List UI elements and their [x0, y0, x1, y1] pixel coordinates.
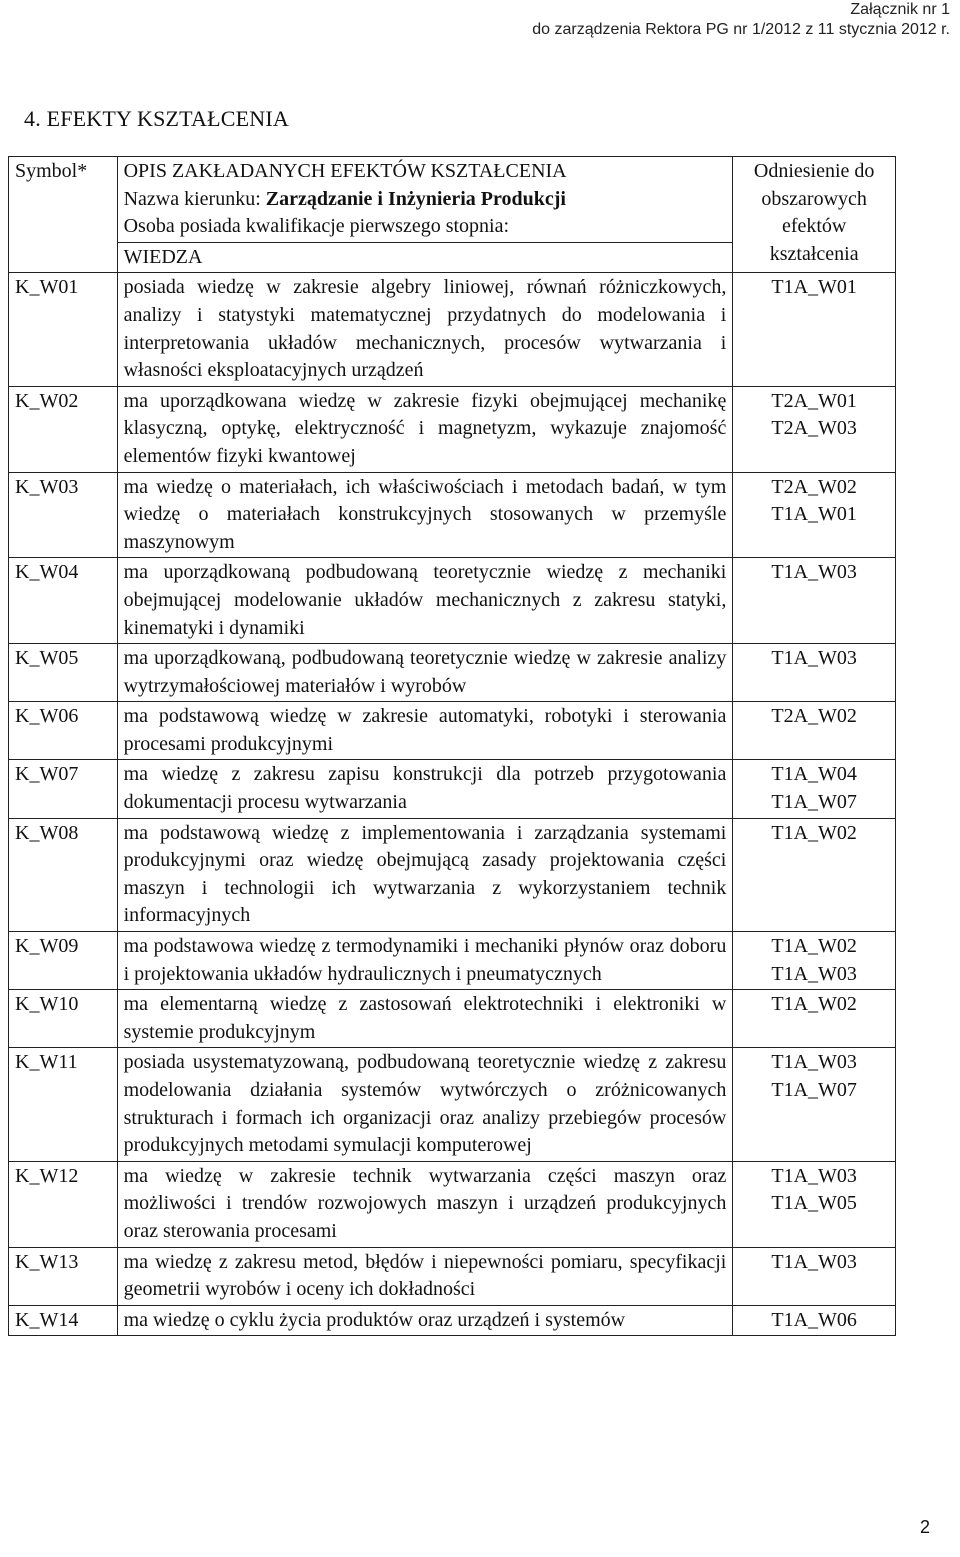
outcome-symbol: K_W03: [9, 472, 118, 558]
reference-code: T1A_W03: [771, 1164, 857, 1187]
outcome-symbol: K_W13: [9, 1247, 118, 1305]
symbol-column-header: Symbol*: [9, 157, 118, 273]
section-title: 4. EFEKTY KSZTAŁCENIA: [24, 106, 289, 131]
page-number: 2: [919, 1517, 930, 1537]
table-row: [9, 1247, 896, 1305]
outcome-description: ma wiedzę z zakresu metod, błędów i niepewności pomiaru, specyfikacji geometrii wyrobów i oceny ich dokładności: [117, 1247, 733, 1305]
reference-code: T1A_W06: [771, 1308, 857, 1331]
field-prefix: Nazwa kierunku:: [123, 187, 266, 210]
outcome-symbol: K_W02: [9, 386, 118, 472]
outcome-reference: [733, 644, 896, 702]
reference-code: T1A_W02: [771, 935, 857, 958]
table-row: [9, 1161, 896, 1247]
qualification-level: Osoba posiada kwalifikacje pierwszego stopnia:: [123, 215, 510, 238]
outcome-reference: [733, 1305, 896, 1336]
outcome-reference: [733, 1048, 896, 1161]
learning-outcomes-table: [8, 156, 896, 1336]
outcomes-rows: [9, 273, 896, 1336]
outcome-symbol: K_W10: [9, 990, 118, 1048]
reference-code: T1A_W03: [771, 561, 857, 584]
table-row: [9, 1305, 896, 1336]
outcome-reference: [733, 818, 896, 931]
outcome-symbol: K_W01: [9, 273, 118, 386]
outcome-description: posiada wiedzę w zakresie algebry liniowej, równań różniczkowych, analizy i statystyki matematycznej przydatnych do modelowania i interpretowania układów mechanicznych, procesów wytwarzania i własności eksploatacyjnych urządzeń: [117, 273, 733, 386]
table-row: [9, 644, 896, 702]
reference-code: T1A_W01: [771, 503, 857, 526]
outcome-reference: [733, 386, 896, 472]
outcome-description: ma wiedzę z zakresu zapisu konstrukcji dla potrzeb przygotowania dokumentacji procesu wytwarzania: [117, 760, 733, 818]
outcome-description: ma podstawowa wiedzę z termodynamiki i mechaniki płynów oraz doboru i projektowania układów hydraulicznych i pneumatycznych: [117, 932, 733, 990]
attachment-label: Załącznik nr 1: [850, 1, 950, 18]
table-row: [9, 1048, 896, 1161]
table-header-row: [9, 157, 896, 243]
outcome-symbol: K_W12: [9, 1161, 118, 1247]
reference-code: T2A_W02: [771, 475, 857, 498]
reference-code: T2A_W02: [771, 705, 857, 728]
outcome-reference: [733, 273, 896, 386]
outcome-symbol: K_W05: [9, 644, 118, 702]
outcome-symbol: K_W14: [9, 1305, 118, 1336]
outcome-reference: [733, 702, 896, 760]
reference-code: T1A_W03: [771, 1051, 857, 1074]
table-row: [9, 273, 896, 386]
outcome-description: ma wiedzę w zakresie technik wytwarzania części maszyn oraz możliwości i trendów rozwojowych maszyn i urządzeń produkcyjnych oraz sterowania procesami: [117, 1161, 733, 1247]
reference-code: T1A_W03: [771, 1250, 857, 1273]
reference-code: T1A_W07: [771, 791, 857, 814]
reference-code: T1A_W01: [771, 276, 857, 299]
outcome-description: ma uporządkowana wiedzę w zakresie fizyki obejmującej mechanikę klasyczną, optykę, elektryczność i magnetyzm, wykazuje znajomość elementów fizyki kwantowej: [117, 386, 733, 472]
table-row: [9, 760, 896, 818]
outcome-description: ma podstawową wiedzę z implementowania i zarządzania systemami produkcyjnymi oraz wiedzę obejmującą zasady projektowania części maszyn i technologii ich wytwarzania z wykorzystaniem technik informacyjnych: [117, 818, 733, 931]
field-of-study: [124, 186, 727, 214]
reference-code: T1A_W04: [771, 763, 857, 786]
outcome-symbol: K_W11: [9, 1048, 118, 1161]
reference-code: T1A_W03: [771, 962, 857, 985]
outcome-reference: [733, 1247, 896, 1305]
outcome-reference: [733, 558, 896, 644]
table-row: [9, 818, 896, 931]
reference-code: T2A_W03: [771, 417, 857, 440]
outcome-symbol: K_W09: [9, 932, 118, 990]
table-row: [9, 990, 896, 1048]
category-label: WIEDZA: [117, 242, 733, 273]
reference-code: T1A_W05: [771, 1192, 857, 1215]
outcome-description: ma wiedzę o materiałach, ich właściwościach i metodach badań, w tym wiedzę o materiałach konstrukcyjnych stosowanych w przemyśle maszynowym: [117, 472, 733, 558]
outcome-description: posiada usystematyzowaną, podbudowaną teoretycznie wiedzę z zakresu modelowania działania systemów wytwórczych o zróżnicowanych strukturach i formach ich organizacji oraz analizy przebiegów procesów produkcyjnych metodami symulacji komputerowej: [117, 1048, 733, 1161]
outcome-description: ma elementarną wiedzę z zastosowań elektrotechniki i elektroniki w systemie produkcyjnym: [117, 990, 733, 1048]
outcome-reference: [733, 1161, 896, 1247]
outcome-reference: [733, 760, 896, 818]
table-row: [9, 472, 896, 558]
table-row: [9, 386, 896, 472]
outcome-reference: [733, 990, 896, 1048]
reference-code: T1A_W02: [771, 993, 857, 1016]
reference-header-text: Odniesienie do obszarowych efektów kształcenia: [753, 160, 875, 265]
document-header-note: [532, 0, 950, 40]
reference-code: T2A_W01: [771, 389, 857, 412]
table-row: [9, 558, 896, 644]
outcome-symbol: K_W06: [9, 702, 118, 760]
outcome-description: ma podstawową wiedzę w zakresie automatyki, robotyki i sterowania procesami produkcyjnymi: [117, 702, 733, 760]
table-row: [9, 702, 896, 760]
outcome-description: ma wiedzę o cyklu życia produktów oraz urządzeń i systemów: [117, 1305, 733, 1336]
reference-code: T1A_W03: [771, 647, 857, 670]
outcome-description: ma uporządkowaną podbudowaną teoretycznie wiedzę z mechaniki obejmującej modelowanie układów mechanicznych z zakresu statyki, kinematyki i dynamiki: [117, 558, 733, 644]
description-column-header: [117, 157, 733, 243]
header-title: OPIS ZAKŁADANYCH EFEKTÓW KSZTAŁCENIA: [123, 160, 567, 182]
regulation-reference: do zarządzenia Rektora PG nr 1/2012 z 11 stycznia 2012 r.: [532, 21, 950, 38]
reference-column-header: [733, 157, 896, 273]
outcome-reference: [733, 472, 896, 558]
reference-code: T1A_W02: [771, 821, 857, 844]
outcome-symbol: K_W08: [9, 818, 118, 931]
reference-code: T1A_W07: [771, 1079, 857, 1101]
outcome-reference: [733, 932, 896, 990]
outcome-symbol: K_W07: [9, 760, 118, 818]
field-name: Zarządzanie i Inżynieria Produkcji: [265, 187, 566, 210]
table-row: [9, 932, 896, 990]
outcome-symbol: K_W04: [9, 558, 118, 644]
outcome-description: ma uporządkowaną, podbudowaną teoretycznie wiedzę w zakresie analizy wytrzymałościowej materiałów i wyrobów: [117, 644, 733, 702]
